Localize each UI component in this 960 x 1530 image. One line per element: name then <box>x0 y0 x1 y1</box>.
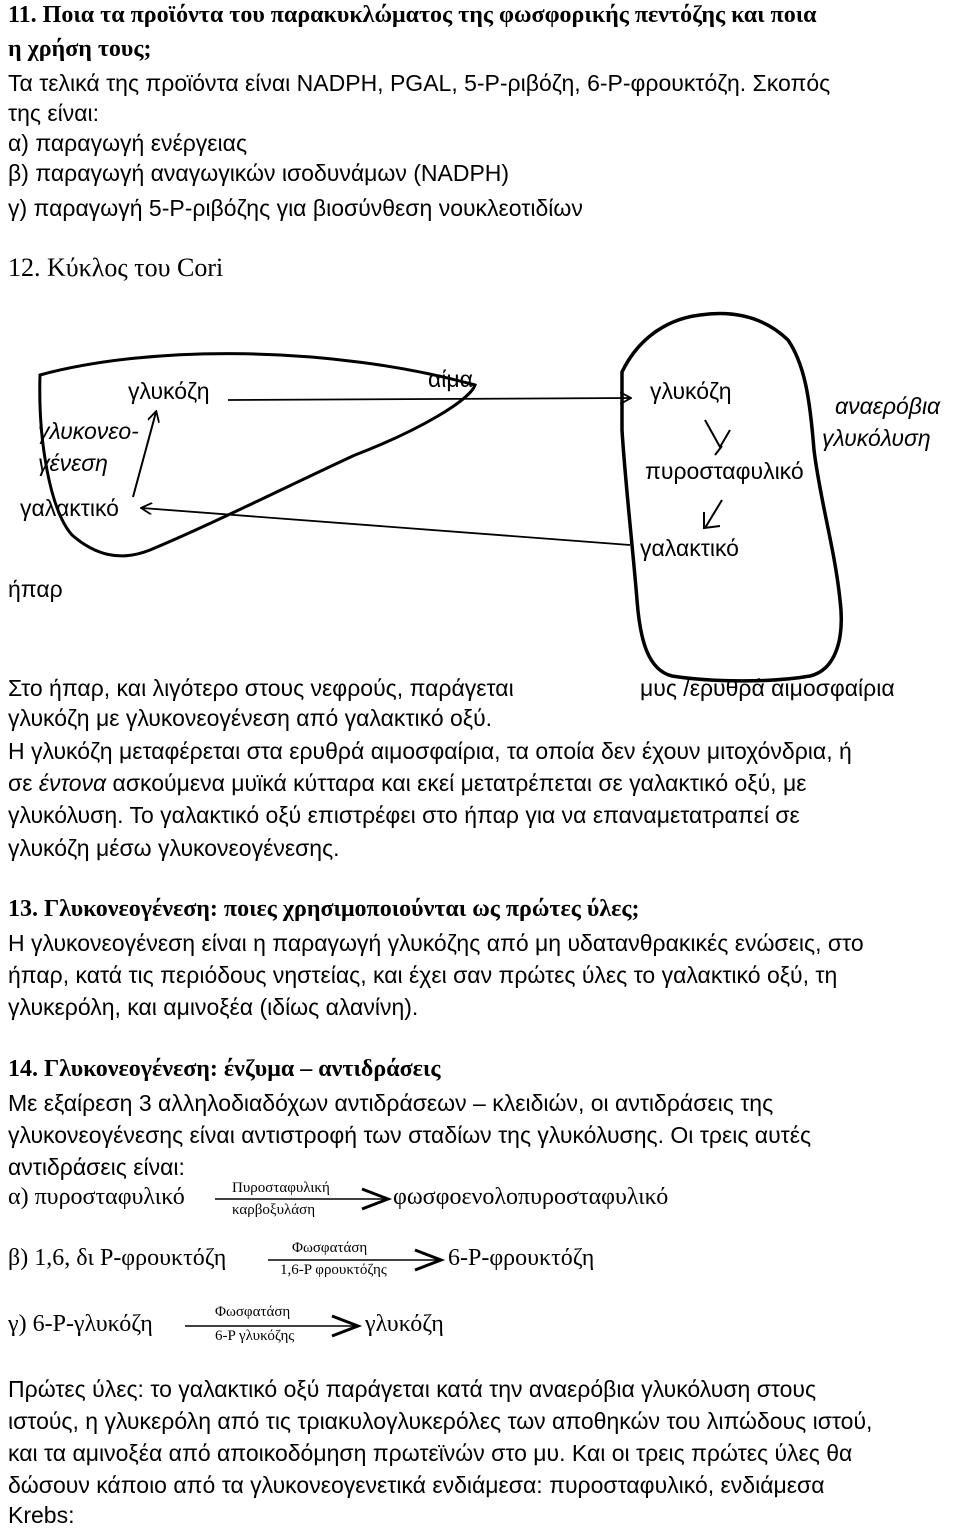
reaction-a-enzyme-bottom: καρβοξυλάση <box>232 1202 316 1218</box>
liver-lactate-label: γαλακτικό <box>20 495 119 521</box>
section-14-heading: 14. Γλυκονεογένεση: ένζυμα – αντιδράσεις <box>8 1056 441 1082</box>
closing-line: Πρώτες ύλες: το γαλακτικό οξύ παράγεται κατά την αναερόβια γλυκόλυση στους <box>8 1376 817 1402</box>
section-11-line: β) παραγωγή αναγωγικών ισοδυνάμων (NADPH) <box>8 160 510 186</box>
muscle-glucose-label: γλυκόζη <box>650 378 732 404</box>
muscle-pyruvate-label: πυροσταφυλικό <box>645 458 804 484</box>
section-11-line: α) παραγωγή ενέργειας <box>8 130 248 156</box>
reaction-a-enzyme-top: Πυροσταφυλική <box>232 1180 330 1196</box>
section-12-title: 12. Κύκλος του Cori <box>8 253 224 282</box>
emphasis-text: έντονα <box>38 770 107 796</box>
section-14-line: Με εξαίρεση 3 αλληλοδιαδόχων αντιδράσεων – κλειδιών, οι αντιδράσεις της <box>8 1090 774 1116</box>
closing-line: ιστούς, η γλυκερόλη από τις τριακυλογλυκερόλες των αποθηκών του λιπώδους ιστού, <box>8 1408 873 1434</box>
section-11-line: Τα τελικά της προϊόντα είναι NADPH, PGAL, 5-P-ριβόζη, 6-P-φρουκτόζη. Σκοπός <box>8 70 831 96</box>
section-12-line: Στο ήπαρ, και λιγότερο στους νεφρούς, παράγεται <box>8 675 514 701</box>
section-12-line: γλυκόζη μέσω γλυκονεογένεσης. <box>8 835 340 861</box>
closing-line: και τα αμινοξέα από αποικοδόμηση πρωτεϊνών στο μυ. Και οι τρεις πρώτες ύλες θα <box>8 1440 853 1466</box>
reaction-c-enzyme-bottom: 6-P γλυκόζης <box>215 1328 295 1344</box>
section-12-line: γλυκόζη με γλυκονεογένεση από γαλακτικό οξύ. <box>8 705 493 731</box>
reaction-c-substrate: γ) 6-P-γλυκόζη <box>8 1311 153 1337</box>
section-12-line: Η γλυκόζη μεταφέρεται στα ερυθρά αιμοσφαίρια, τα οποία δεν έχουν μιτοχόνδρια, ή <box>8 738 852 764</box>
section-11-line: της είναι: <box>8 100 100 126</box>
muscle-rbc-label: μυς /ερυθρά αιμοσφαίρια <box>640 675 895 701</box>
reaction-b-enzyme-bottom: 1,6-P φρουκτόζης <box>280 1262 387 1278</box>
section-11-line: γ) παραγωγή 5-P-ριβόζης για βιοσύνθεση νουκλεοτιδίων <box>8 195 583 221</box>
closing-line: δώσουν κάποιο από τα γλυκονεογενετικά ενδιάμεσα: πυροσταφυλικό, ενδιάμεσα <box>8 1472 825 1498</box>
anaerobic-label-1: αναερόβια <box>835 393 941 419</box>
section-13-heading: 13. Γλυκονεογένεση: ποιες χρησιμοποιούνται ως πρώτες ύλες; <box>8 896 640 922</box>
reaction-b-product: 6-P-φρουκτόζη <box>448 1245 595 1271</box>
reaction-a-product: φωσφοενολοπυροσταφυλικό <box>393 1184 669 1210</box>
section-13-line: γλυκερόλη, και αμινοξέα (ιδίως αλανίνη). <box>8 994 419 1020</box>
reaction-a-substrate: α) πυροσταφυλικό <box>8 1184 185 1210</box>
gluconeogenesis-label-2: γένεση <box>38 450 108 476</box>
reaction-b-enzyme-top: Φωσφατάση <box>292 1240 368 1256</box>
reaction-c-product: γλυκόζη <box>365 1311 444 1337</box>
liver-glucose-label: γλυκόζη <box>128 378 210 404</box>
section-13-line: ήπαρ, κατά τις περιόδους νηστείας, και έχει σαν πρώτες ύλες το γαλακτικό οξύ, τη <box>8 962 838 988</box>
section-13-line: Η γλυκονεογένεση είναι η παραγωγή γλυκόζης από μη υδατανθρακικές ενώσεις, στο <box>8 930 864 956</box>
anaerobic-label-2: γλυκόλυση <box>822 425 931 451</box>
reaction-b-substrate: β) 1,6, δι P-φρουκτόζη <box>8 1245 227 1271</box>
section-12-line: γλυκόλυση. Το γαλακτικό οξύ επιστρέφει στο ήπαρ για να επαναμετατραπεί σε <box>8 802 800 828</box>
section-14-line: αντιδράσεις είναι: <box>8 1154 185 1180</box>
blood-label: αίμα <box>428 366 473 392</box>
section-11-heading-line1: 11. Ποια τα προϊόντα του παρακυκλώματος της φωσφορικής πεντόζης και ποια <box>8 2 817 28</box>
section-14-line: γλυκονεογένεσης είναι αντιστροφή των σταδίων της γλυκόλυσης. Οι τρεις αυτές <box>8 1122 812 1148</box>
closing-line: Krebs: <box>8 1502 75 1528</box>
section-11-heading-line2: η χρήση τους; <box>8 36 152 62</box>
muscle-lactate-label: γαλακτικό <box>640 535 739 561</box>
liver-label: ήπαρ <box>8 576 63 602</box>
reaction-c-enzyme-top: Φωσφατάση <box>215 1304 291 1320</box>
gluconeogenesis-label-1: γλυκονεο- <box>38 418 139 444</box>
section-12-line: σε έντονα ασκούμενα μυϊκά κύτταρα και εκεί μετατρέπεται σε γαλακτικό οξύ, με <box>8 770 807 796</box>
